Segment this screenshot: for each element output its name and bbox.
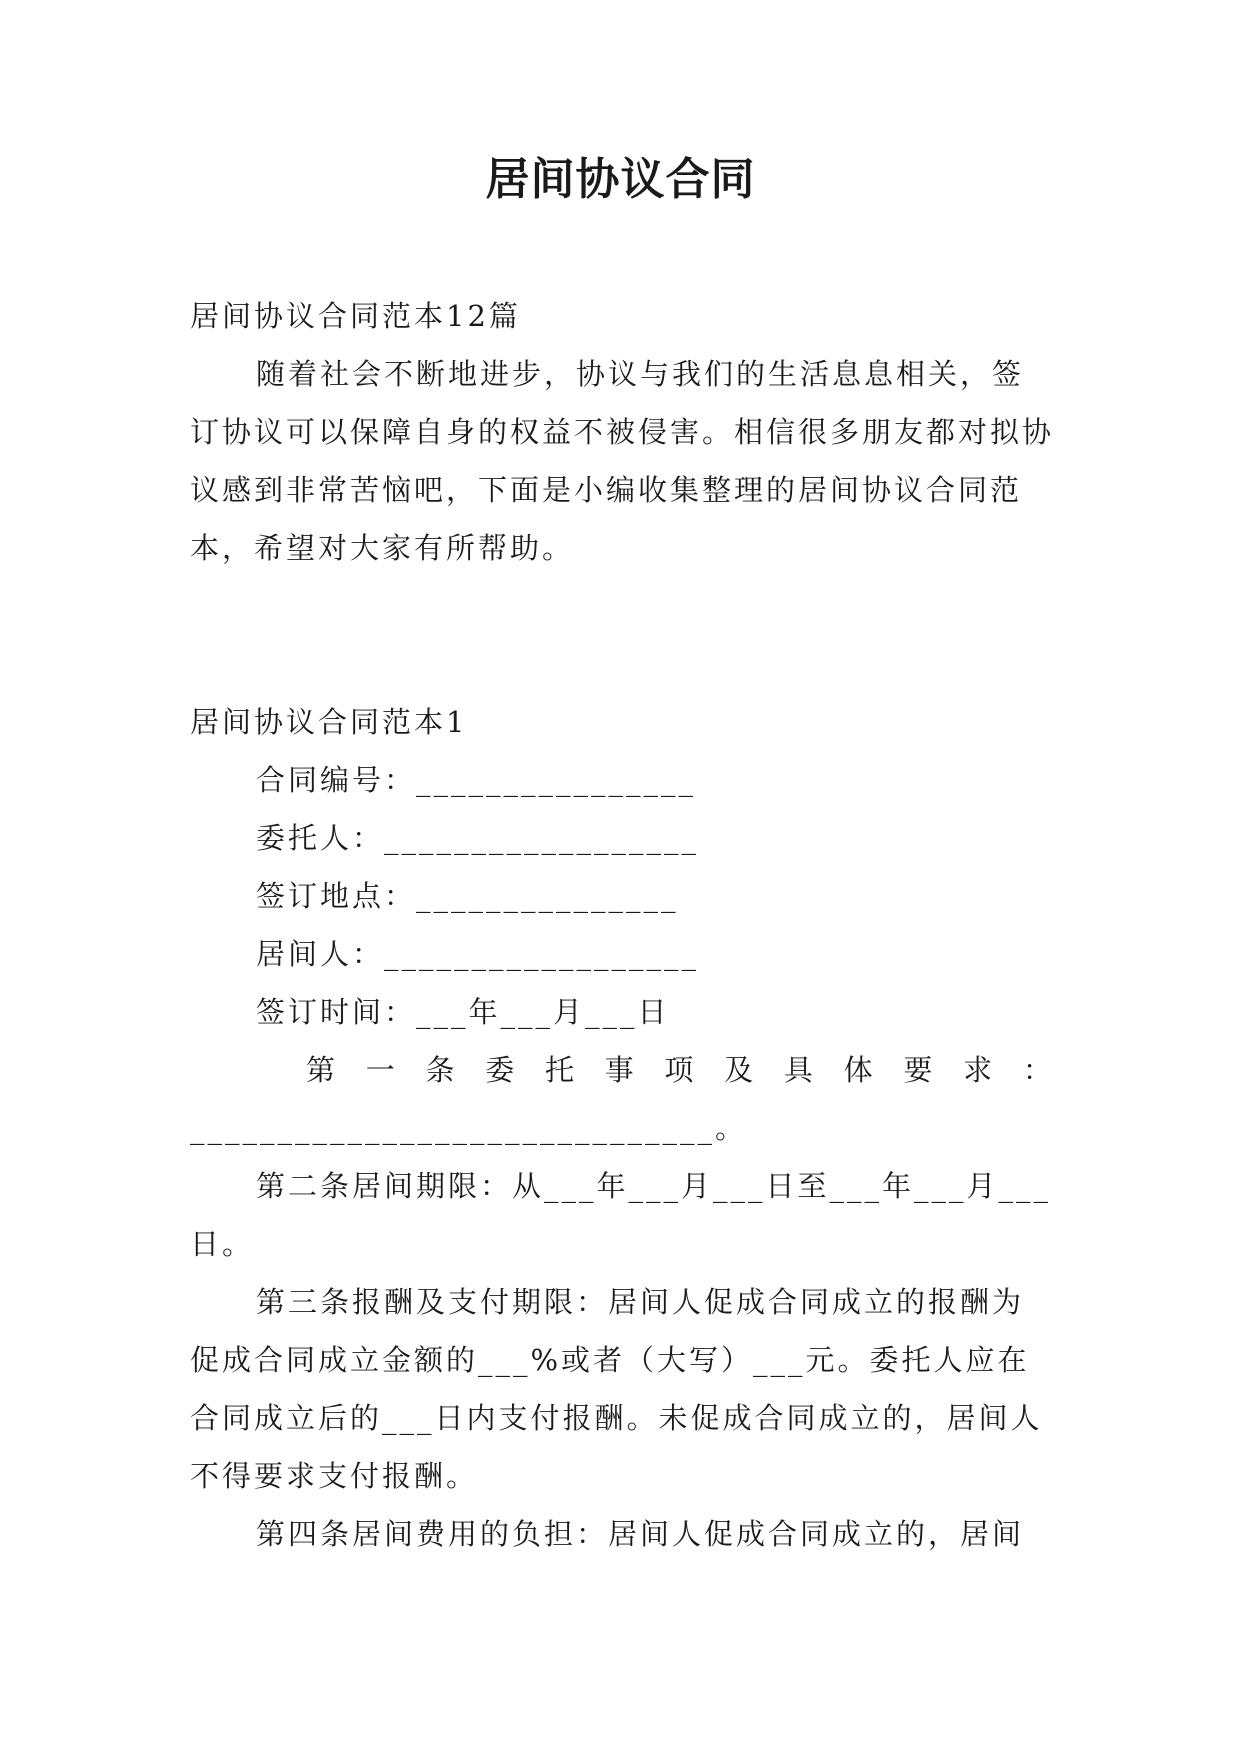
article-1-char: 事 bbox=[604, 1053, 637, 1087]
intro-paragraph: 随着社会不断地进步，协议与我们的生活息息相关，签订协议可以保障自身的权益不被侵害。相信很多朋友都对拟协议感到非常苦恼吧，下面是小编收集整理的居间协议合同范本，希望对大家有所帮助。 bbox=[190, 357, 1055, 565]
article-1-char: 体 bbox=[843, 1053, 876, 1087]
article-1-char: 一 bbox=[365, 1053, 398, 1087]
article-1-char: 求 bbox=[963, 1053, 996, 1087]
article-2: 第二条居间期限：从___年___月___日至___年___月___日。 bbox=[190, 1169, 1052, 1261]
article-1-blank: ______________________________。 bbox=[190, 1111, 748, 1145]
article-1-char: 具 bbox=[783, 1053, 816, 1087]
article-1-char: 托 bbox=[544, 1053, 577, 1087]
document-subtitle: 居间协议合同范本12篇 bbox=[190, 299, 521, 333]
signing-time-field: 签订时间：___年___月___日 bbox=[256, 995, 670, 1029]
section-heading: 居间协议合同范本1 bbox=[190, 705, 468, 739]
contract-number-field: 合同编号：________________ bbox=[256, 763, 697, 797]
article-1-char: 委 bbox=[485, 1053, 518, 1087]
document-body bbox=[190, 287, 1055, 1563]
client-field: 委托人：__________________ bbox=[256, 821, 700, 855]
article-1-char: 及 bbox=[724, 1053, 757, 1087]
article-1-char: 条 bbox=[425, 1053, 458, 1087]
article-1-heading bbox=[190, 1041, 1055, 1099]
article-1-char: 要 bbox=[903, 1053, 936, 1087]
article-4: 第四条居间费用的负担：居间人促成合同成立的，居间 bbox=[256, 1517, 1025, 1551]
intermediary-field: 居间人：__________________ bbox=[256, 937, 700, 971]
article-1-char: 项 bbox=[664, 1053, 697, 1087]
document-title: 居间协议合同 bbox=[485, 154, 756, 205]
article-1-char: 第 bbox=[306, 1053, 339, 1087]
article-1-char: ： bbox=[1022, 1053, 1055, 1087]
signing-place-field: 签订地点：_______________ bbox=[256, 879, 679, 913]
article-3: 第三条报酬及支付期限：居间人促成合同成立的报酬为促成合同成立金额的___%或者（大写）___元。委托人应在合同成立后的___日内支付报酬。未促成合同成立的，居间人不得要求支付报酬。 bbox=[190, 1285, 1043, 1493]
section-spacer bbox=[190, 577, 1055, 693]
